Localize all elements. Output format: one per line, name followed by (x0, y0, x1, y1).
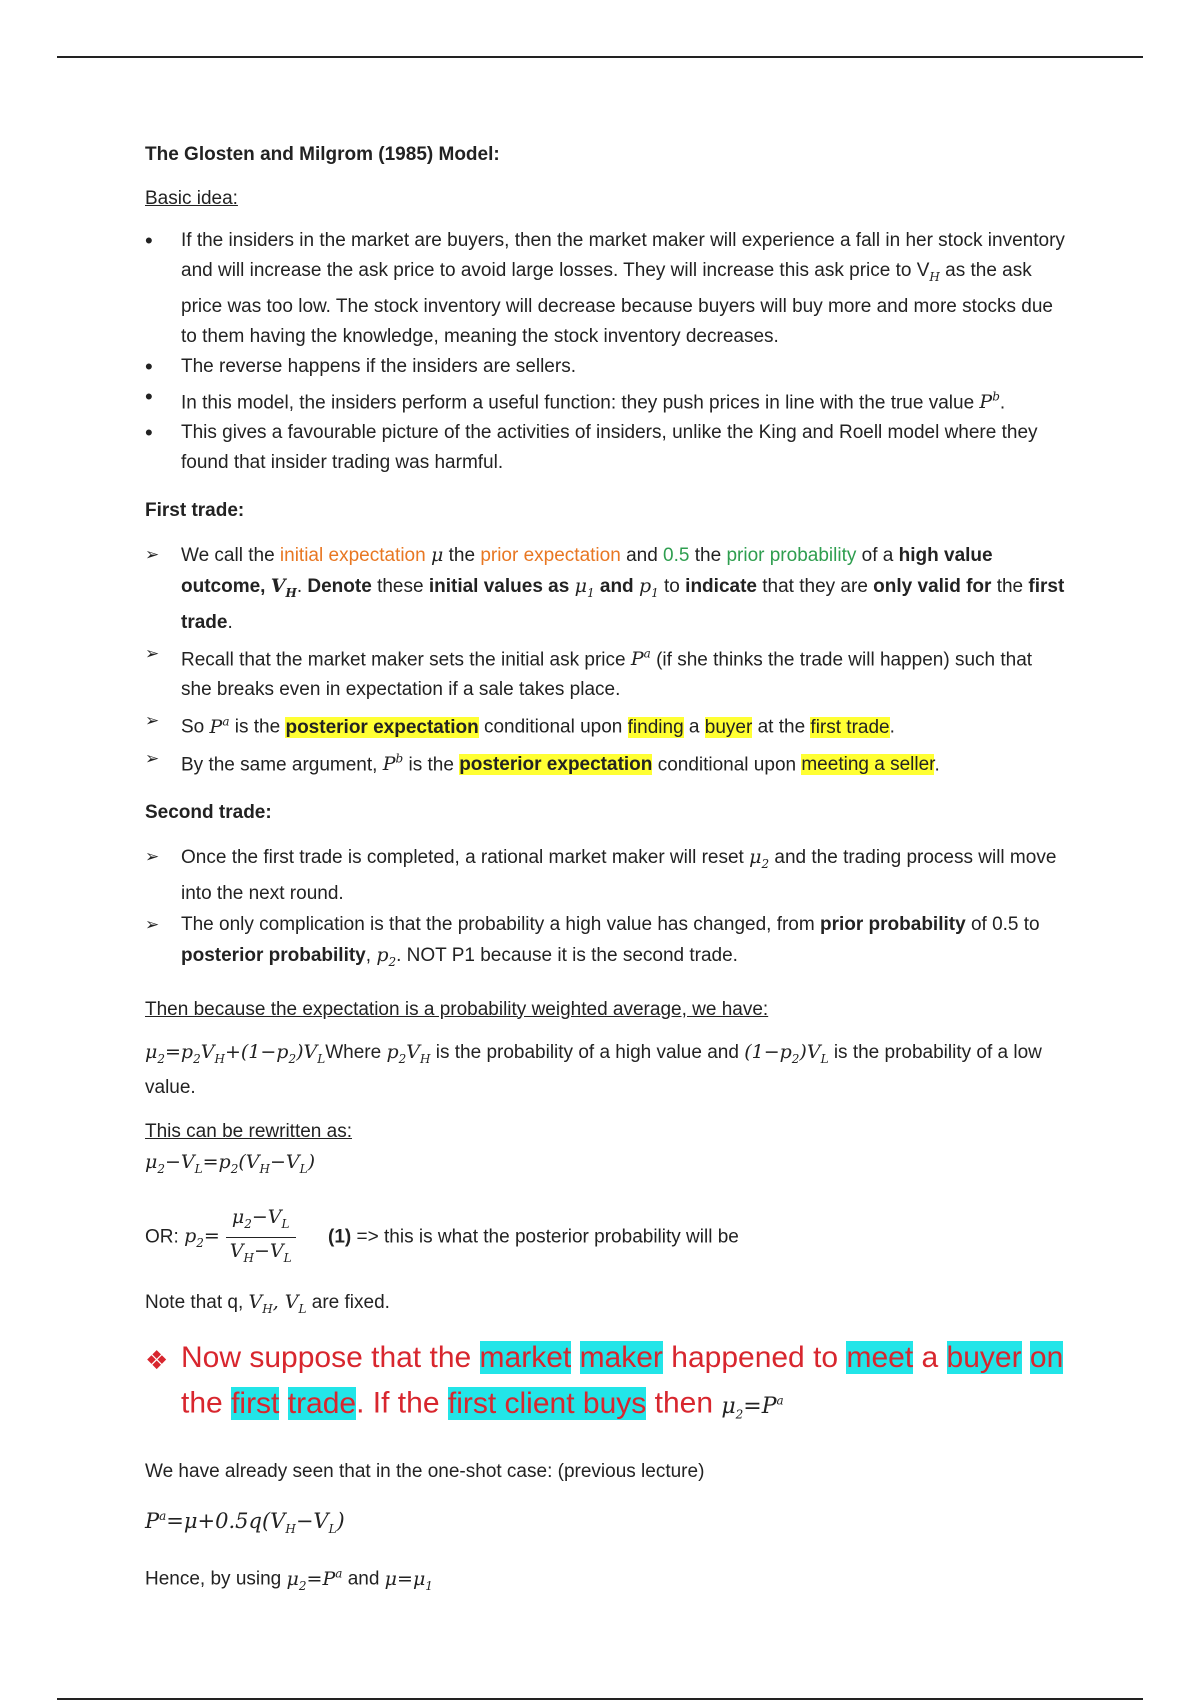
basic-idea-list (145, 226, 1065, 478)
equation-ask-price: $P^a=\mu+0.5q(V_H-V_L)$ (145, 1509, 345, 1537)
fixed-note: Note that q, $V_H$, $V_L$ are fixed. (145, 1290, 390, 1316)
equation-rewrite: $\mu_2-V_L=p_2(V_H-V_L)$ (145, 1151, 316, 1177)
equation-expectation: $\mu_2=p_2V_H+(1-p_2)V_LWhere$ $p_2V_H$ is the probability of a high value and $(1-p_2)V_L$ is the probability of a low value. (145, 1040, 1042, 1099)
list-item: • This gives a favourable picture of the activities of insiders, unlike the King and Roell model where they found that insider trading was harmful. (145, 418, 1065, 478)
list-item: ➢ By the same argument, $P^b$ is the posterior expectation conditional upon meeting a seller. (145, 744, 1065, 780)
diamond-bullet-icon: ❖ (145, 1345, 169, 1376)
key-statement: ❖ Now suppose that the market maker happened to meet a buyer on the first trade. If the first client buys then $\mu_2=P^a$ (145, 1341, 1064, 1422)
second-trade-list (145, 842, 1065, 977)
one-shot-text: We have already seen that in the one-shot case: (previous lecture) (145, 1461, 705, 1483)
list-item: ➢ Once the first trade is completed, a rational market maker will reset $\mu_2$ and the trading process will move into the next round. (145, 842, 1065, 909)
first-trade-heading: First trade: (145, 500, 245, 522)
weighted-average-intro: Then because the expectation is a probability weighted average, we have: (145, 998, 769, 1020)
page-title: The Glosten and Milgrom (1985) Model: (145, 144, 500, 165)
basic-idea-heading: Basic idea: (145, 188, 238, 209)
list-item: ➢ So $P^a$ is the posterior expectation conditional upon finding a buyer at the first trade. (145, 706, 1065, 742)
second-trade-heading: Second trade: (145, 801, 272, 823)
list-item: ➢ Recall that the market maker sets the initial ask price $P^a$ (if she thinks the trade will happen) such that she breaks even in expectation if a sale takes place. (145, 639, 1065, 705)
rewrite-label: This can be rewritten as: (145, 1121, 352, 1143)
hence-text: Hence, by using $\mu_2=P^a$ and $\mu=\mu_1$ (145, 1566, 433, 1593)
first-trade-list (145, 540, 1065, 780)
header-rule (57, 56, 1143, 58)
equation-posterior-probability: OR: $p_2=$ $\frac{\mu_2-V_L}{V_H-V_L}$ (1) => this is what the posterior probability will be (145, 1206, 739, 1265)
list-item: • If the insiders in the market are buyers, then the market maker will experience a fall in her stock inventory and will increase the ask price to avoid large losses. They will increase this ask price to $V_H$ as the ask price was too low. The stock inventory will decrease because buyers will buy more and more stocks due to them having the knowledge, meaning the stock inventory decreases. (145, 226, 1065, 352)
list-item: • The reverse happens if the insiders are sellers. (145, 352, 1065, 382)
list-item: ➢ The only complication is that the probability a high value has changed, from prior probability of 0.5 to posterior probability, $p_2$. NOT P1 because it is the second trade. (145, 910, 1065, 977)
list-item: • In this model, the insiders perform a useful function: they push prices in line with the true value $P^b$. (145, 382, 1065, 418)
document-page (145, 140, 1065, 1615)
list-item: ➢ We call the initial expectation μ the prior expectation and 0.5 the prior probability of a high value outcome, $V_H$. Denote these initial values as $\mu_1$ and $p_1$ to indicate that they are only valid for the first trade. (145, 540, 1065, 638)
